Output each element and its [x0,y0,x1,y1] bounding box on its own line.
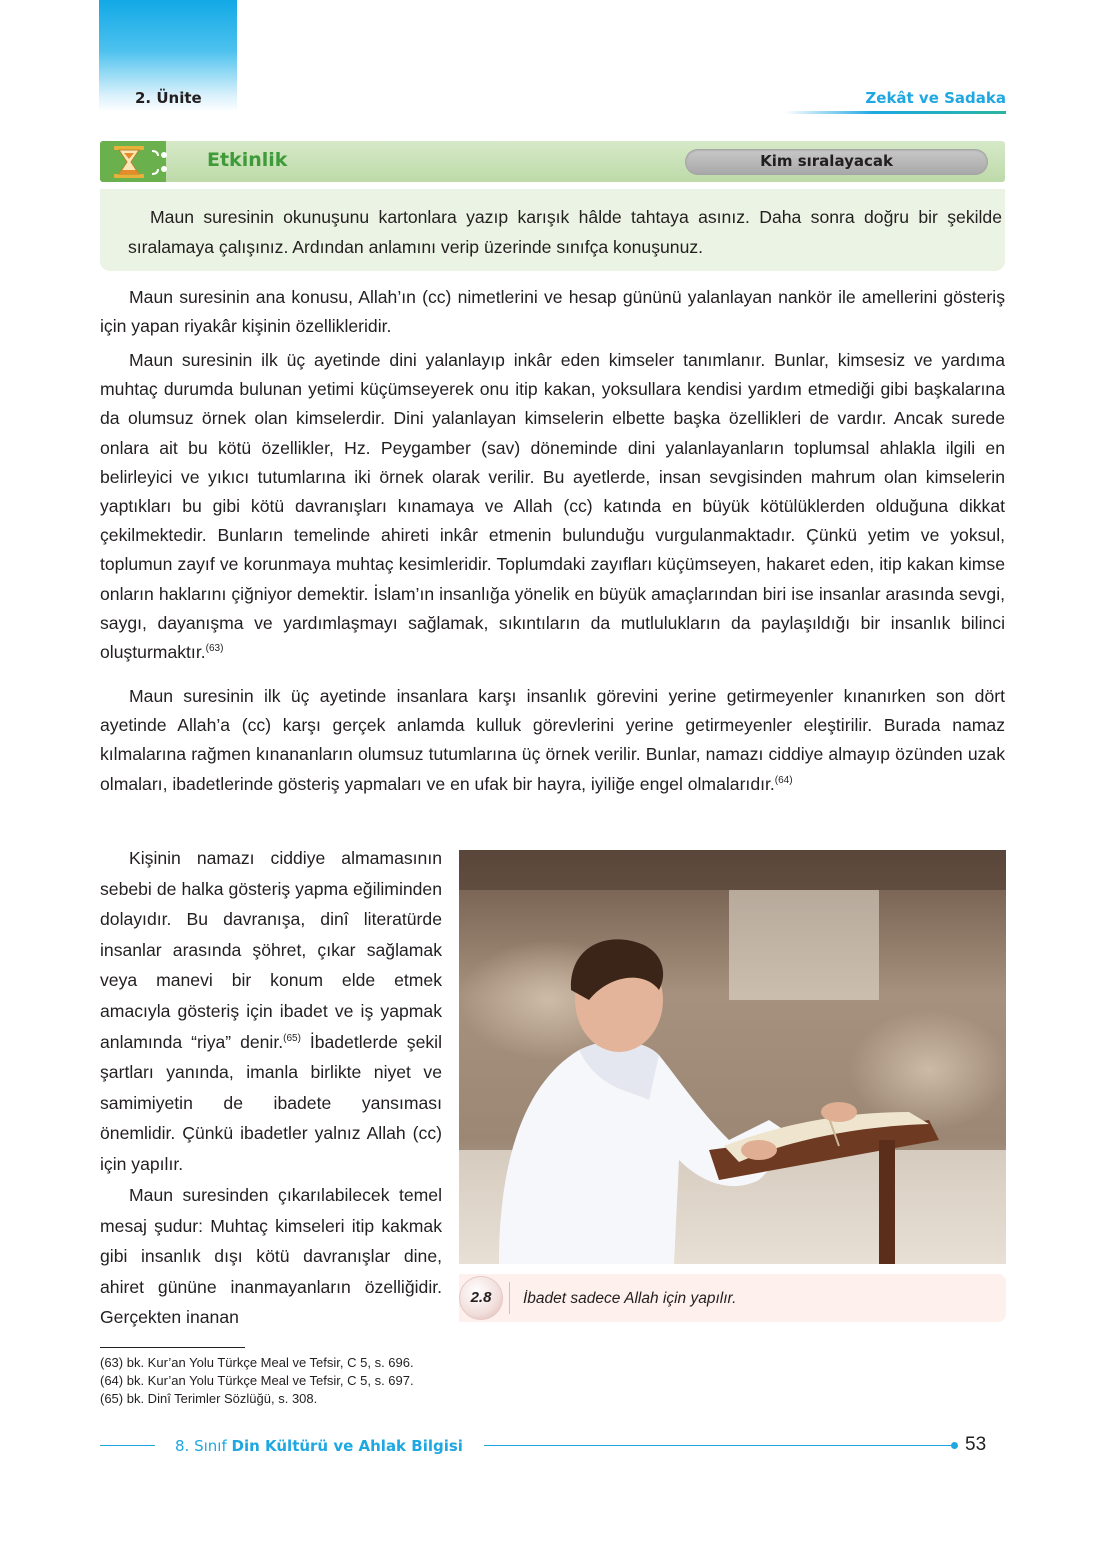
activity-tag-text: Kim sıralayacak [760,152,893,170]
paragraph-3 [100,682,1005,799]
paragraph-4-text-a: Kişinin namazı ciddiye almamasının sebebi de halka gösteriş yapma eğiliminden dolayıdır. Bu davranışa, dinî literatürde insanlar arasında şöhret, çıkar sağlamak veya manevi bir konum elde etmek amacıyla gösteriş için ibadet ve iş yapmak anlamında “riya” denir. [100,848,442,1052]
footnote-rule [100,1347,245,1348]
footnote-ref-65[interactable]: (65) [283,1032,301,1044]
paragraph-2-text: Maun suresinin ilk üç ayetinde dini yalanlayıp inkâr eden kimseler tanımlanır. Bunlar, kimsesiz ve yardıma muhtaç durumda bulunan yetimi küçümseyerek onu itip kakan, yoksullara kendisi yardım etmediği gibi başkalarına da olumsuz örnek olan kimselerdir. Dini yalanlayan kimselerin elbette başka özellikleri de vardır. Ancak surede onlara ait bu kötü özellikler, Hz. Peygamber (sav) döneminde dini yalanlayanların toplumsal ahlakla ilgili en belirleyici ve yıkıcı tutumlarına iki örnek olarak verilir. Bu ayetlerde, insan sevgisinden mahrum olan kimselerin yaptıkları bu gibi kötü davranışları kınamaya ve Allah (cc) katında en büyük kötülüklerden olduğuna dikkat çekilmektedir. Bunların temelinde ahireti inkâr etmenin bulunduğu vurgulanmaktadır. Çünkü yetim ve yoksul, toplumun zayıf ve korunmaya muhtaç kesimleridir. Toplumdaki zayıfları küçümseyen, hakaret eden, itip kakan kimse onların haklarını çiğniyor demektir. İslam’ın insanlığa yönelik en büyük amaçlarından biri ise insanlar arasında sevgi, saygı, dayanışma ve yardımlaşmayı sağlamak, sıkıntıların da mutlulukların da paylaşıldığı bir insanlık bilinci oluşturmaktır. [100,350,1005,663]
page-number: 53 [965,1434,987,1455]
activity-text-content: Maun suresinin okunuşunu kartonlara yazıp karışık hâlde tahtaya asınız. Daha sonra doğru bir şekilde sıralamaya çalışınız. Ardından anlamını verip üzerinde sınıfça konuşunuz. [128,207,1002,257]
hourglass-icon [112,145,172,179]
paragraph-4 [100,843,442,1180]
footnote-64: (64) bk. Kur’an Yolu Türkçe Meal ve Tefsir, C 5, s. 697. [100,1373,414,1388]
paragraph-3-text: Maun suresinin ilk üç ayetinde insanlara karşı insanlık görevini yerine getirmeyenler kınanırken son dört ayetinde Allah’a (cc) karşı gerçek anlamda kulluk görevlerini yerine getirmeyenler eleştirilir. Burada namaz kılmalarına rağmen kınananların olumsuz tutumlarına üç örnek verilir. Bunlar, namazı ciddiye almayıp özünden uzak olmaları, ibadetlerinde gösteriş yapmaları ve en ufak bir hayra, iyiliğe engel olmalarıdır. [100,686,1005,794]
footnote-ref-64[interactable]: (64) [774,774,793,786]
footer-grade: 8. Sınıf [175,1437,227,1455]
paragraph-2 [100,346,1005,667]
footnote-ref-63[interactable]: (63) [205,643,224,655]
activity-tag-label [685,152,945,170]
topic-underline [785,111,1006,114]
figure-caption: İbadet sadece Allah için yapılır. [523,1290,737,1307]
footnote-65: (65) bk. Dinî Terimler Sözlüğü, s. 308. [100,1391,318,1406]
footer-line-left [100,1445,155,1446]
topic-label: Zekât ve Sadaka [865,89,1006,107]
footer-dot [951,1442,958,1449]
footer-book-title [175,1437,463,1455]
footer-course: Din Kültürü ve Ahlak Bilgisi [231,1437,463,1455]
activity-title: Etkinlik [207,149,288,171]
caption-divider [509,1282,510,1314]
paragraph-4-text-b: İbadetlerde şekil şartları yanında, imanla birlikte niyet ve samimiyetin de ibadete yansıması önemlidir. Çünkü ibadetler yalnız Allah (cc) için yapılır. [100,1031,443,1174]
activity-text [128,202,1002,262]
boy-reading-quran-photo [459,850,1006,1264]
paragraph-1: Maun suresinin ana konusu, Allah’ın (cc) nimetlerini ve hesap gününü yalanlayan nankör ile amellerini gösteriş için yapan riyakâr kişinin özellikleridir. [100,287,1005,337]
footer-line-right [484,1445,954,1446]
footnote-63: (63) bk. Kur’an Yolu Türkçe Meal ve Tefsir, C 5, s. 696. [100,1355,414,1370]
paragraph-5: Maun suresinden çıkarılabilecek temel mesaj şudur: Muhtaç kimseleri itip kakmak gibi insanlık dışı kötü davranışlar dine, ahiret gününe inanmayanların özelliğidir. Gerçekten inanan [100,1185,442,1328]
unit-label: 2. Ünite [135,89,202,107]
figure-number: 2.8 [470,1289,492,1306]
